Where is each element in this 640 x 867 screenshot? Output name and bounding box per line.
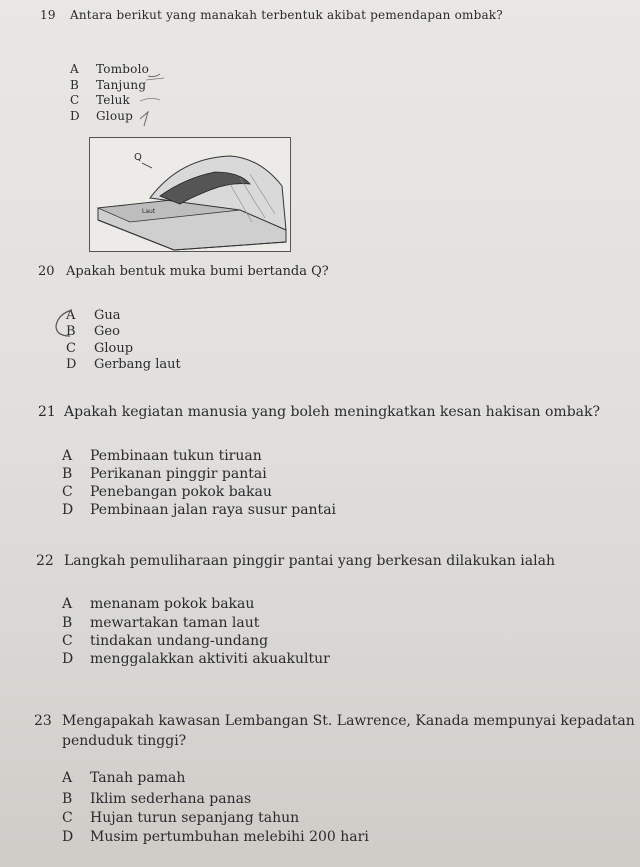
option-letter: C	[62, 484, 73, 500]
option-letter: B	[66, 324, 76, 339]
option-text: Teluk	[96, 93, 131, 107]
option-text: Gerbang laut	[94, 357, 181, 372]
option-text: Pembinaan jalan raya susur pantai	[90, 502, 337, 518]
option-text: Tombolo	[96, 62, 150, 76]
option-letter: B	[62, 615, 73, 631]
question-number: 21	[38, 404, 56, 420]
pencil-mark	[52, 306, 82, 340]
option-letter: A	[62, 448, 73, 464]
option-letter: C	[70, 93, 80, 107]
option-text: Penebangan pokok bakau	[90, 484, 272, 500]
option-letter: D	[62, 829, 74, 845]
question-number: 20	[38, 264, 55, 279]
option-letter: D	[62, 651, 74, 667]
option-text: Hujan turun sepanjang tahun	[90, 810, 300, 826]
option-text: Gua	[94, 308, 121, 323]
question-number: 23	[34, 713, 52, 729]
option-text: Musim pertumbuhan melebihi 200 hari	[90, 829, 369, 845]
option-text: Tanah pamah	[90, 770, 186, 786]
option-letter: C	[66, 341, 76, 356]
option-letter: A	[62, 596, 73, 612]
option-letter: C	[62, 633, 73, 649]
landform-diagram	[89, 137, 291, 252]
option-letter: B	[62, 466, 73, 482]
option-text: Pembinaan tukun tiruan	[90, 448, 262, 464]
question-stem: Apakah bentuk muka bumi bertanda Q?	[66, 264, 329, 279]
option-text: mewartakan taman laut	[90, 615, 260, 631]
option-text: tindakan undang-undang	[90, 633, 269, 649]
question-stem-line2: penduduk tinggi?	[62, 733, 187, 749]
option-text: menggalakkan aktiviti akuakultur	[90, 651, 330, 667]
option-text: menanam pokok bakau	[90, 596, 255, 612]
pencil-mark	[140, 68, 180, 130]
option-letter: A	[66, 308, 76, 323]
option-letter: B	[70, 78, 80, 92]
option-text: Gloup	[94, 341, 134, 356]
option-text: Gloup	[96, 109, 134, 123]
option-letter: A	[62, 770, 73, 786]
question-number: 19	[40, 8, 56, 22]
diagram-illustration	[90, 138, 290, 251]
sea-label: Laut	[142, 208, 156, 215]
option-letter: D	[66, 357, 77, 372]
question-stem: Apakah kegiatan manusia yang boleh meningkatkan kesan hakisan ombak?	[64, 404, 601, 420]
option-letter: B	[62, 791, 73, 807]
point-q-label: Q	[134, 152, 142, 163]
option-letter: D	[62, 502, 74, 518]
option-text: Iklim sederhana panas	[90, 791, 252, 807]
option-text: Geo	[94, 324, 120, 339]
option-letter: C	[62, 810, 73, 826]
question-stem: Antara berikut yang manakah terbentuk akibat pemendapan ombak?	[70, 8, 503, 22]
option-text: Tanjung	[96, 78, 147, 92]
option-letter: A	[70, 62, 79, 76]
question-stem: Langkah pemuliharaan pinggir pantai yang berkesan dilakukan ialah	[64, 553, 555, 569]
question-stem-line1: Mengapakah kawasan Lembangan St. Lawrence, Kanada mempunyai kepadatan	[62, 713, 635, 729]
option-text: Perikanan pinggir pantai	[90, 466, 267, 482]
option-letter: D	[70, 109, 80, 123]
question-number: 22	[36, 553, 54, 569]
